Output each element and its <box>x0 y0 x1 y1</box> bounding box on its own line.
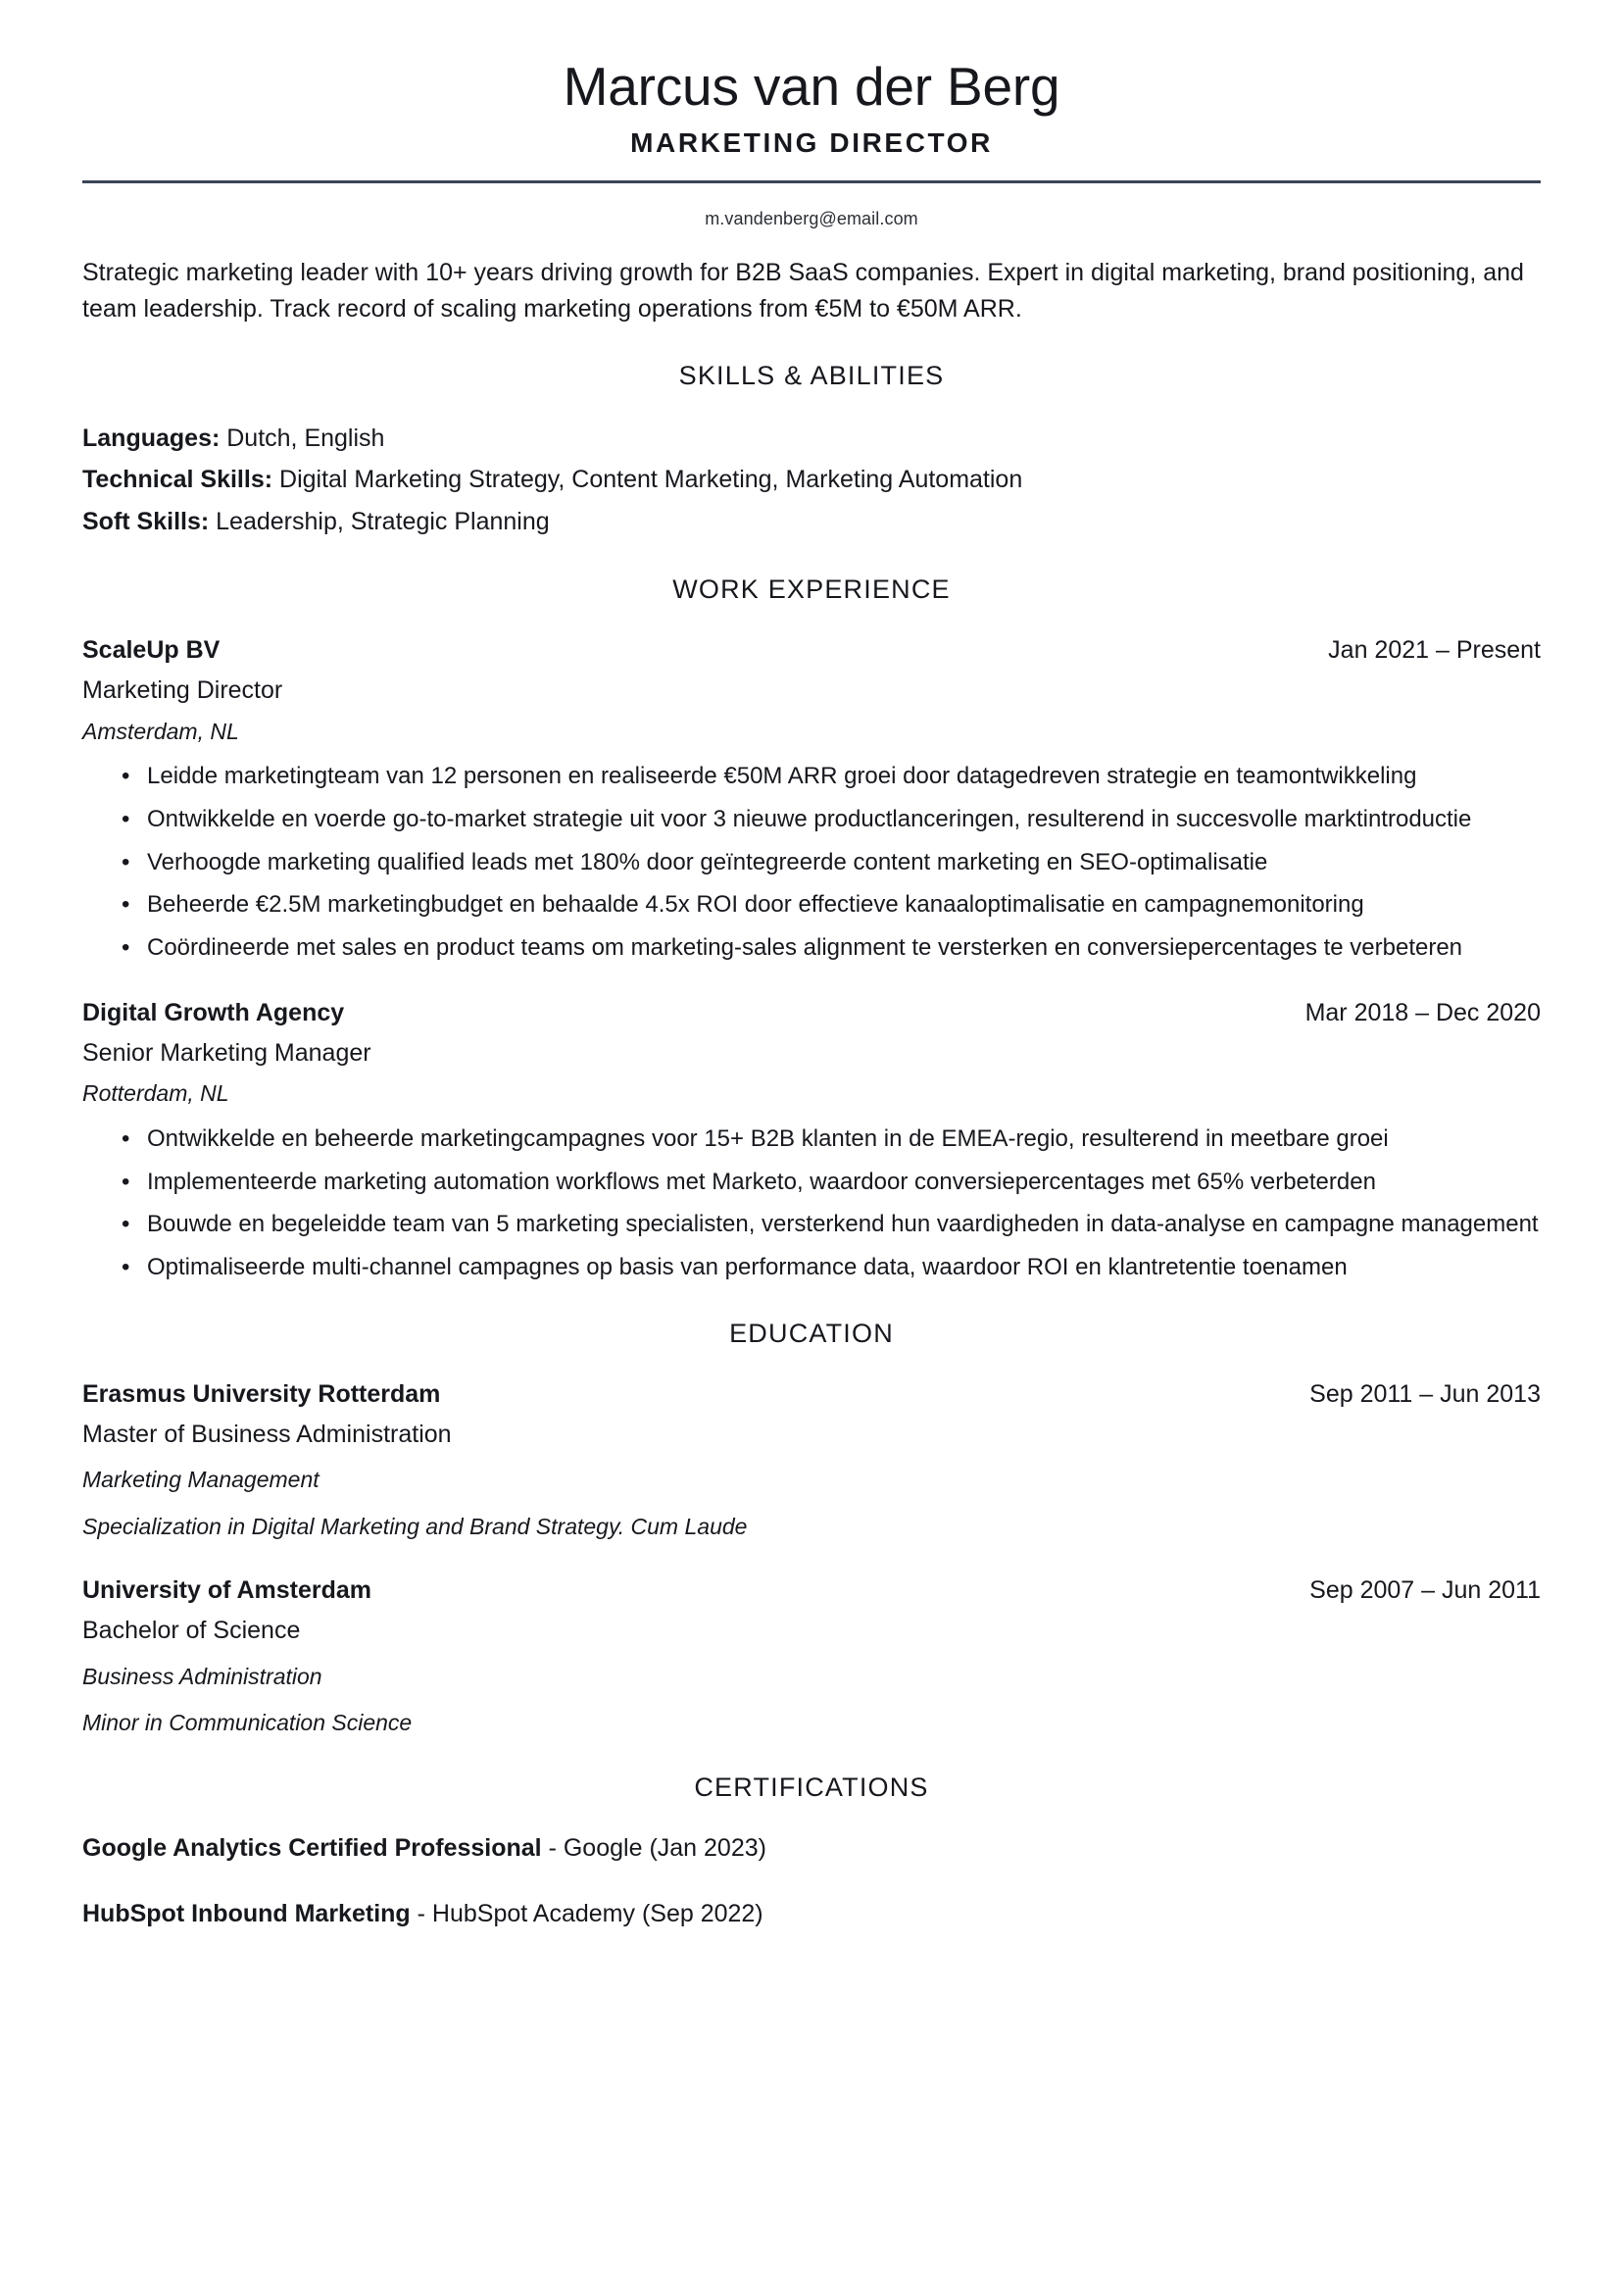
page-title: Marcus van der Berg <box>563 56 1060 117</box>
employment-dates: Jan 2021 – Present <box>1328 636 1541 665</box>
experience-entry <box>82 995 1541 1285</box>
list-item: • Bouwde en begeleidde team van 5 marketing specialisten, versterkend hun vaardigheden in data-analyse en campagne management <box>147 1208 1541 1242</box>
certification-name: HubSpot Inbound Marketing <box>82 1899 411 1927</box>
certification-separator: - <box>410 1899 432 1927</box>
skill-row <box>82 419 1541 459</box>
institution-name: Erasmus University Rotterdam <box>82 1379 441 1408</box>
experience-entry-header <box>82 995 1541 1030</box>
education-dates: Sep 2007 – Jun 2011 <box>1309 1576 1541 1605</box>
certification-issuer: Google <box>563 1834 643 1863</box>
skill-row <box>82 502 1541 542</box>
certification-separator: - <box>541 1834 564 1863</box>
list-item: • Optimaliseerde multi-channel campagnes op basis van performance data, waardoor ROI en klantretentie toenamen <box>147 1251 1541 1285</box>
education-entry <box>82 1376 1541 1543</box>
list-item: • Beheerde €2.5M marketingbudget en behaalde 4.5x ROI door effectieve kanaaloptimalisatie en campagnemonitoring <box>147 888 1541 923</box>
experience-bullet-list <box>82 760 1541 966</box>
experience-section <box>82 574 1541 1285</box>
education-section <box>82 1319 1541 1739</box>
certifications-section <box>82 1772 1541 1931</box>
list-item: • Coördineerde met sales en product teams om marketing-sales alignment te versterken en conversiepercentages te verbeteren <box>147 931 1541 966</box>
certification-row <box>82 1830 1541 1866</box>
experience-bullet-list <box>82 1123 1541 1285</box>
education-entry-header <box>82 1376 1541 1412</box>
skill-value: Digital Marketing Strategy, Content Marketing, Marketing Automation <box>279 466 1023 494</box>
certification-name: Google Analytics Certified Professional <box>82 1834 542 1863</box>
field-of-study: Marketing Management <box>82 1467 320 1493</box>
institution-name: University of Amsterdam <box>82 1576 371 1605</box>
education-note: Minor in Communication Science <box>82 1709 413 1735</box>
list-item: • Implementeerde marketing automation workflows met Marketo, waardoor conversiepercentages met 65% verbeterden <box>147 1166 1541 1200</box>
list-item: • Ontwikkelde en beheerde marketingcampagnes voor 15+ B2B klanten in de EMEA-regio, resulterend in meetbare groei <box>147 1123 1541 1157</box>
field-of-study: Business Administration <box>82 1663 322 1689</box>
list-item: • Ontwikkelde en voerde go-to-market strategie uit voor 3 nieuwe productlanceringen, resulterend in succesvolle marktintroductie <box>147 803 1541 837</box>
job-role: Senior Marketing Manager <box>82 1039 371 1068</box>
employer-name: Digital Growth Agency <box>82 998 345 1026</box>
skill-value: Leadership, Strategic Planning <box>216 507 550 535</box>
skill-row <box>82 460 1541 500</box>
skill-value: Dutch, English <box>226 424 385 452</box>
certification-issuer: HubSpot Academy <box>431 1899 635 1927</box>
skills-section <box>82 361 1541 542</box>
education-note: Specialization in Digital Marketing and Brand Strategy. Cum Laude <box>82 1513 748 1539</box>
job-title: MARKETING DIRECTOR <box>630 126 993 158</box>
skill-label: Technical Skills: <box>82 466 273 494</box>
employment-dates: Mar 2018 – Dec 2020 <box>1304 998 1541 1026</box>
certification-date: (Jan 2023) <box>649 1834 766 1863</box>
job-role: Marketing Director <box>82 676 283 705</box>
education-entry-header <box>82 1572 1541 1608</box>
job-location: Amsterdam, NL <box>82 718 239 744</box>
section-heading-education: EDUCATION <box>729 1318 894 1348</box>
skill-label: Soft Skills: <box>82 507 210 535</box>
degree-name: Bachelor of Science <box>82 1617 301 1645</box>
education-dates: Sep 2011 – Jun 2013 <box>1309 1379 1541 1408</box>
experience-entry-header <box>82 632 1541 668</box>
header-divider <box>82 180 1541 183</box>
section-heading-experience: WORK EXPERIENCE <box>672 574 951 605</box>
job-location: Rotterdam, NL <box>82 1080 229 1107</box>
education-entry <box>82 1572 1541 1739</box>
certification-row <box>82 1896 1541 1931</box>
experience-entry <box>82 632 1541 966</box>
section-heading-skills: SKILLS & ABILITIES <box>678 360 945 390</box>
degree-name: Master of Business Administration <box>82 1421 452 1449</box>
professional-summary: Strategic marketing leader with 10+ years driving growth for B2B SaaS companies. Expert in digital marketing, brand positioning, and team leadership. Track record of scaling marketing operations from €5M to €50M ARR. <box>82 258 1524 323</box>
list-item: • Leidde marketingteam van 12 personen en realiseerde €50M ARR groei door datagedreven strategie en teamontwikkeling <box>147 760 1541 794</box>
list-item: • Verhoogde marketing qualified leads met 180% door geïntegreerde content marketing en SEO-optimalisatie <box>147 846 1541 880</box>
certification-date: (Sep 2022) <box>641 1899 763 1927</box>
resume-header <box>82 57 1541 159</box>
employer-name: ScaleUp BV <box>82 636 221 665</box>
contact-email[interactable]: m.vandenberg@email.com <box>705 208 918 228</box>
skill-label: Languages: <box>82 424 221 452</box>
section-heading-certifications: CERTIFICATIONS <box>694 1772 929 1803</box>
